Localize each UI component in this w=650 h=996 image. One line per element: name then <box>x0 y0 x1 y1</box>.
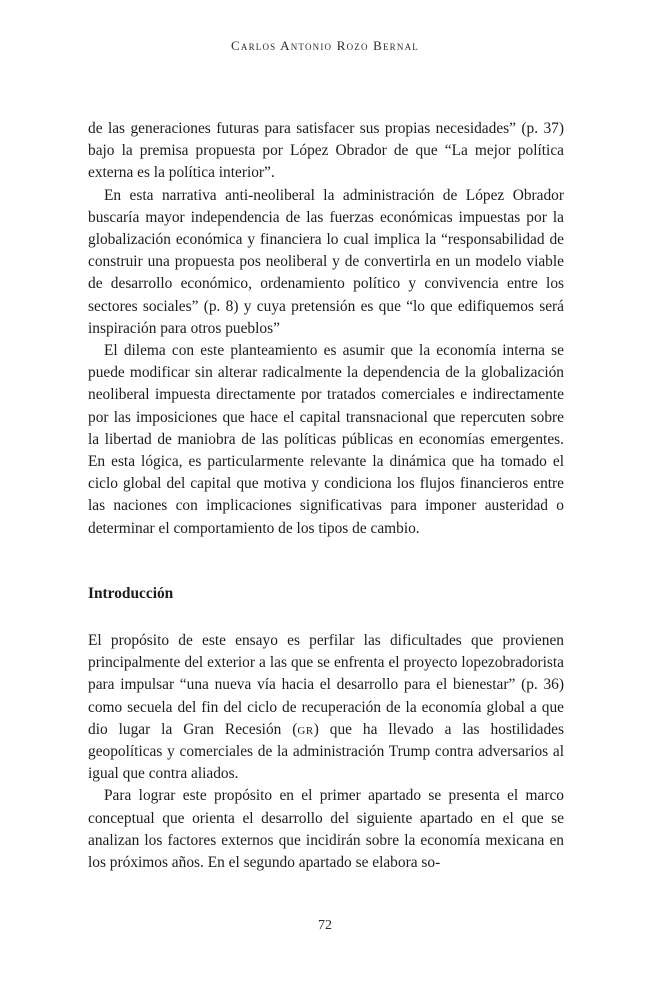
paragraph-narrative: En esta narrativa anti-neoliberal la administración de López Obrador buscaría mayor independencia de las fuerzas económicas impuestas por la globalización económica y financiera lo cual implica la “responsabilidad de construir una propuesta pos neoliberal y de convertirla en un modelo viable de desarrollo económico, ordenamiento político y convivencia entre los sectores sociales” (p. 8) y cuya pretensión es que “lo que edifiquemos será inspiración para otros pueblos” <box>88 186 564 337</box>
body-text-bottom <box>88 630 564 874</box>
abbreviation-gr: gr <box>297 720 314 738</box>
purpose-text-part1: El propósito de este ensayo es perfilar las dificultades que provienen principalmente del exterior a las que se enfrenta el proyecto lopezobradorista para impulsar “una nueva vía hacia el desarrollo para el bienestar” (p. 36) como secuela del fin del ciclo de recuperación de la economía global a que dio lugar la Gran Recesión ( <box>88 632 564 738</box>
paragraph-dilemma: El dilema con este planteamiento es asumir que la economía interna se puede modificar sin alterar radicalmente la dependencia de la globalización neoliberal impuesta directamente por tratados comerciales e indirectamente por las imposiciones que hace el capital transnacional que repercuten sobre la libertad de maniobra de las políticas públicas en economías emergentes. En esta lógica, es particularmente relevante la dinámica que ha tomado el ciclo global del capital que motiva y condiciona los flujos financieros entre las naciones con implicaciones significativas para imponer austeridad o determinar el comportamiento de los tipos de cambio. <box>88 342 564 537</box>
paragraph-purpose <box>88 630 564 785</box>
body-text-top <box>88 118 564 540</box>
paragraph-structure: Para lograr este propósito en el primer apartado se presenta el marco conceptual que orienta el desarrollo del siguiente apartado en el que se analizan los factores externos que incidirán sobre la economía mexicana en los próximos años. En el segundo apartado se elabora so- <box>88 787 564 872</box>
section-heading: Introducción <box>88 585 174 602</box>
paragraph-continuation: de las generaciones futuras para satisfacer sus propias necesidades” (p. 37) bajo la premisa propuesta por López Obrador de que “La mejor política externa es la política interior”. <box>88 120 564 182</box>
purpose-text-part2: ) que ha llevado a las hostilidades geopolíticas y comerciales de la administración Trump contra adversarios al igual que contra aliados. <box>88 720 564 783</box>
running-head: Carlos Antonio Rozo Bernal <box>231 38 419 53</box>
page-number: 72 <box>318 918 332 933</box>
